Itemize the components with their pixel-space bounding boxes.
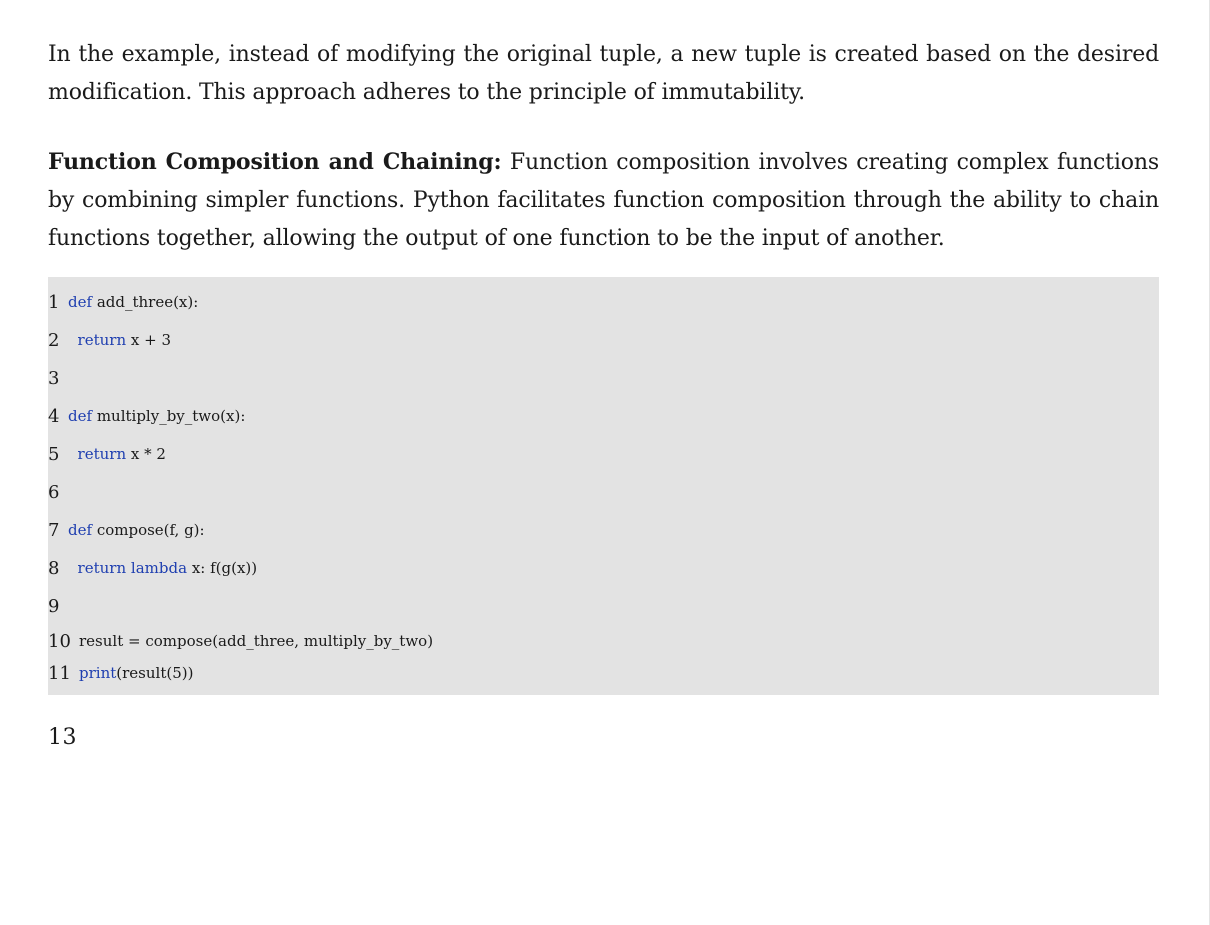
composition-text: Function composition involves creating complex functions by combining simpler functions. Python facilitates function composition through the ability to chain functions together, allowing the output of one function to be the input of another. <box>48 150 1159 251</box>
line-number: 5 <box>48 443 60 465</box>
code-content: (result(5)) <box>116 664 194 682</box>
code-keyword: def <box>68 407 93 425</box>
code-indent <box>68 331 78 349</box>
code-line <box>48 625 1159 657</box>
code-keyword: return <box>77 559 127 577</box>
document-body <box>48 36 1159 750</box>
code-text <box>68 559 257 577</box>
code-line <box>48 359 1159 397</box>
code-keyword: print <box>79 664 117 682</box>
code-indent <box>68 559 78 577</box>
code-text <box>68 331 171 349</box>
code-content: x * 2 <box>130 445 166 463</box>
code-line <box>48 321 1159 359</box>
code-content: x: f(g(x)) <box>191 559 258 577</box>
line-number: 9 <box>48 595 60 617</box>
code-indent <box>68 445 78 463</box>
code-text <box>68 293 198 311</box>
line-number: 3 <box>48 367 60 389</box>
code-line <box>48 397 1159 435</box>
code-content: x + 3 <box>130 331 172 349</box>
code-line <box>48 473 1159 511</box>
code-text <box>79 664 193 682</box>
code-text: result = compose(add_three, multiply_by_two) <box>79 632 434 650</box>
code-content: compose(f, g): <box>96 521 205 539</box>
line-number: 6 <box>48 481 60 503</box>
code-content: add_three(x): <box>96 293 199 311</box>
code-line <box>48 587 1159 625</box>
line-number: 7 <box>48 519 60 541</box>
code-keyword: def <box>68 521 93 539</box>
page-number: 13 <box>48 725 77 750</box>
composition-paragraph <box>48 143 1159 258</box>
line-number: 11 <box>48 662 71 684</box>
line-number: 8 <box>48 557 60 579</box>
code-keyword: def <box>68 293 93 311</box>
composition-heading: Function Composition and Chaining: <box>48 149 502 175</box>
code-keyword: return <box>77 331 127 349</box>
line-number: 4 <box>48 405 60 427</box>
line-number: 2 <box>48 329 60 351</box>
intro-paragraph: In the example, instead of modifying the original tuple, a new tuple is created based on the desired modification. This approach adheres to the principle of immutability. <box>48 42 1159 105</box>
code-keyword-lambda: lambda <box>130 559 188 577</box>
line-number: 10 <box>48 630 71 652</box>
code-line <box>48 435 1159 473</box>
code-content: multiply_by_two(x): <box>96 407 246 425</box>
code-line <box>48 657 1159 689</box>
code-line <box>48 511 1159 549</box>
code-text <box>68 521 205 539</box>
code-keyword: return <box>77 445 127 463</box>
code-line <box>48 549 1159 587</box>
line-number: 1 <box>48 291 60 313</box>
code-text <box>68 407 245 425</box>
code-listing <box>48 277 1159 695</box>
code-line <box>48 283 1159 321</box>
code-text <box>68 445 166 463</box>
